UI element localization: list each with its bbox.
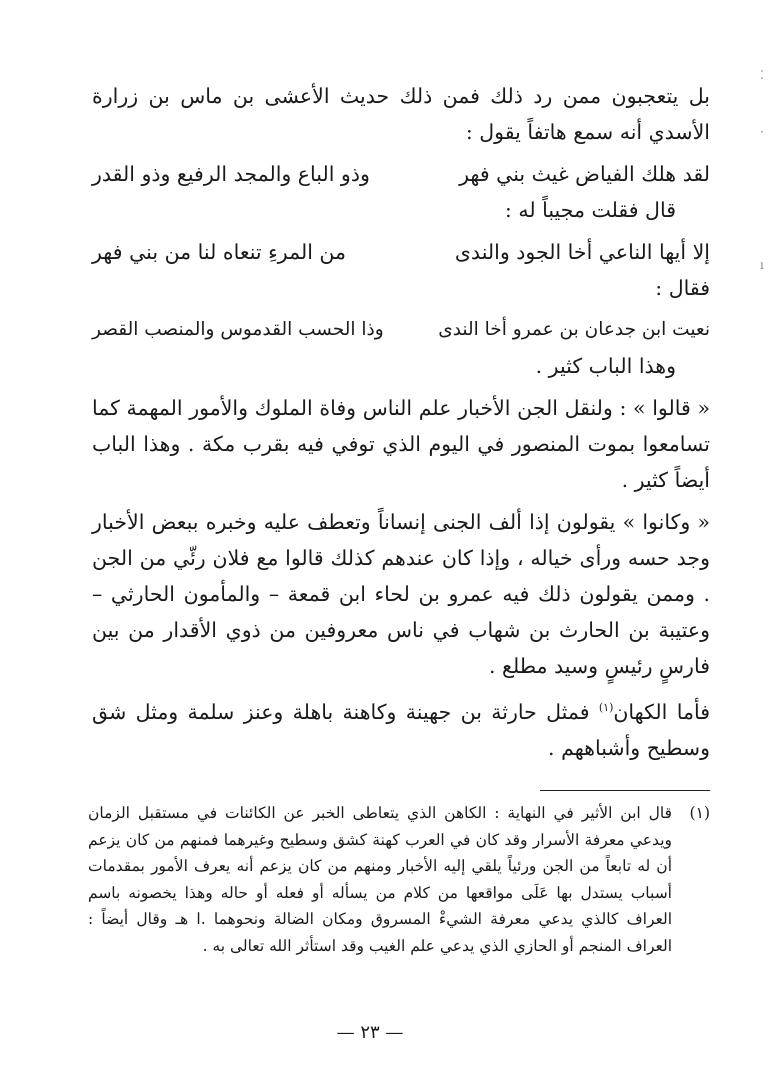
verse-2-hemistich-1: إلا أيها الناعي أخا الجود والندى <box>454 240 710 264</box>
intro-paragraph: بل يتعجبون ممن رد ذلك فمن ذلك حديث الأعشى بن ماس بن زرارة الأسدي أنه سمع هاتفاً يقول : <box>92 84 710 144</box>
page-number: — ٢٣ — <box>336 1022 404 1043</box>
margin-mark: ⁚ <box>760 68 764 82</box>
footnotes <box>88 800 710 959</box>
margin-mark: · <box>760 125 764 139</box>
verse-3-hemistich-1: نعيت ابن جدعان بن عمرو أخا الندى <box>438 319 710 340</box>
verse-1-hemistich-1: لقد هلك الفياض غيث بني فهر <box>459 162 710 186</box>
jinn-paragraph: « قالوا » : ولنقل الجن الأخبار علم الناس وفاة الملوك والأمور المهمة كما تسامعوا بموت المنصور في اليوم الذي توفي فيه بقرب مكة . وهذا الباب أيضاً كثير . <box>92 396 710 492</box>
margin-mark: ı <box>760 258 764 272</box>
said-line: فقال : <box>655 276 710 300</box>
many-line: وهذا الباب كثير . <box>535 354 676 378</box>
footnote-reference: (١) <box>598 701 614 714</box>
verse-3-hemistich-2: وذا الحسب القدموس والمنصب القصر <box>92 319 384 340</box>
verse-line-3 <box>92 312 710 348</box>
footnote-text: قال ابن الأثير في النهاية : الكاهن الذي يتعاطى الخبر عن الكائنات في مستقبل الزمان ويدعي معرفة الأسرار وقد كان في العرب كهنة كشق وسطيح وغيرهما فمنهم من كان يزعم أن له تابعاً من الجن ورئياً يلقي إليه الأخبار ومنهم من كان يزعم أنه يعرف الأمور بمقدمات أسباب يستدل بها عَلَى مواقعها من كلام من يسأله أو فعله أو حاله وهذا يخصونه باسم العراف كالذي يدعي معرفة الشيءْ المسروق ومكان الضالة ونحوهما .ا هـ وقال أيضاً : العراف المنجم أو الحازي الذي يدعي علم الغيب وقد استأثر الله تعالى به . <box>88 804 672 955</box>
verse-1-hemistich-2: وذو الباع والمجد الرفيع وذو القدر <box>92 162 370 186</box>
main-text <box>92 78 710 772</box>
reply-line: قال فقلت مجيباً له : <box>504 198 676 222</box>
footnote-1 <box>88 800 710 959</box>
kuhhan-rest: فمثل حارثة بن جهينة وكاهنة باهلة وعنز سلمة ومثل شق وسطيح وأشباههم . <box>92 699 710 760</box>
footnote-number: (١) <box>689 804 710 822</box>
verse-line-2 <box>92 234 710 270</box>
kuhhan-start: فأما الكهان <box>613 699 710 724</box>
footnote-divider <box>540 790 710 791</box>
verse-line-1 <box>92 156 710 192</box>
verse-2-hemistich-2: من المرءِ تنعاه لنا من بني فهر <box>92 240 346 264</box>
kuhhan-paragraph <box>92 690 710 766</box>
kanu-paragraph: « وكانوا » يقولون إذا ألف الجنى إنساناً وتعطف عليه وخبره ببعض الأخبار وجد حسه ورأى خياله ، وإذا كان عندهم كذلك قالوا مع فلان رئّي من الجن . وممن يقولون ذلك فيه عمرو بن لحاء ابن قمعة – والمأمون الحارثي – وعتيبة بن الحارث بن شهاب في ناس معروفين من ذوي الأقدار من بين فارسٍ رئيسٍ وسيد مطلع . <box>92 510 710 678</box>
